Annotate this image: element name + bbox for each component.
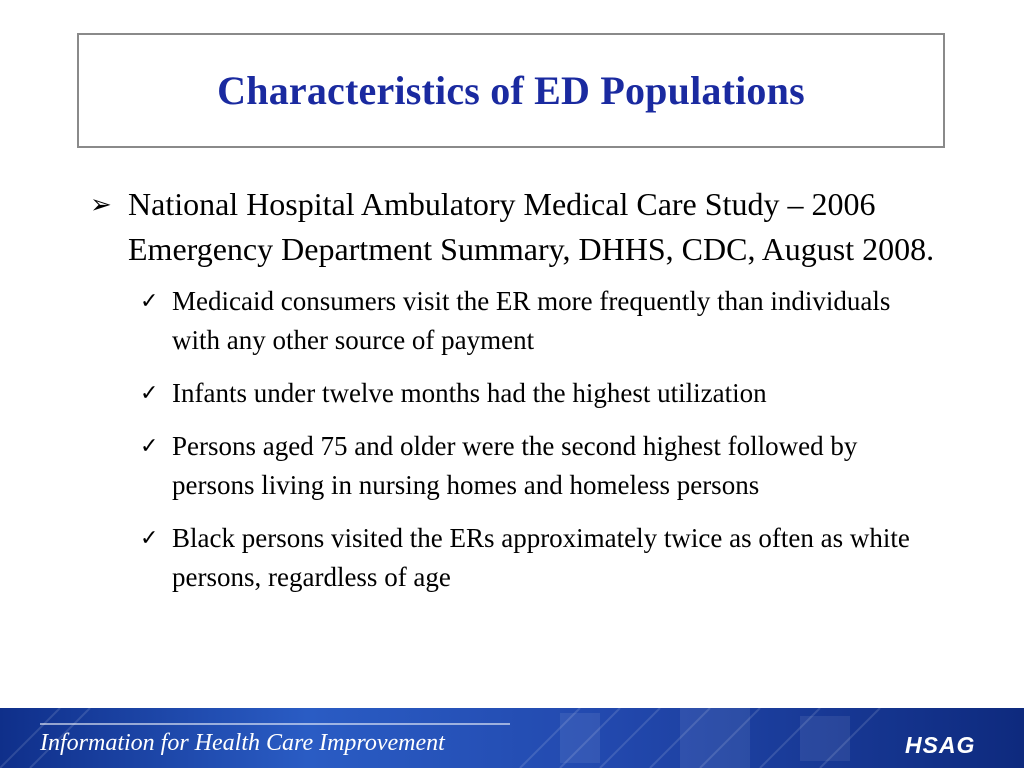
sub-bullet-text: Infants under twelve months had the highest utilization bbox=[172, 378, 767, 408]
title-box bbox=[77, 33, 945, 148]
arrow-bullet-icon: ➢ bbox=[90, 190, 112, 219]
sub-bullet-list bbox=[140, 282, 940, 597]
checkmark-icon: ✓ bbox=[140, 289, 159, 314]
slide-title: Characteristics of ED Populations bbox=[217, 68, 805, 113]
main-bullet-text: National Hospital Ambulatory Medical Care Study – 2006 Emergency Department Summary, DHHS, CDC, August 2008. bbox=[128, 186, 935, 267]
sub-bullet bbox=[140, 282, 940, 360]
slide-content bbox=[90, 182, 940, 611]
checkmark-icon: ✓ bbox=[140, 381, 159, 406]
sub-bullet-text: Medicaid consumers visit the ER more frequently than individuals with any other source of payment bbox=[172, 286, 891, 355]
checkmark-icon: ✓ bbox=[140, 526, 159, 551]
sub-bullet bbox=[140, 427, 940, 505]
sub-bullet-text: Persons aged 75 and older were the second highest followed by persons living in nursing homes and homeless persons bbox=[172, 431, 858, 500]
main-bullet bbox=[90, 182, 940, 272]
checkmark-icon: ✓ bbox=[140, 434, 159, 459]
footer-rule bbox=[40, 723, 510, 725]
sub-bullet bbox=[140, 519, 940, 597]
footer-band bbox=[0, 708, 1024, 768]
sub-bullet bbox=[140, 374, 940, 413]
hsag-logo: HSAG bbox=[905, 732, 976, 758]
footer-tagline: Information for Health Care Improvement bbox=[40, 730, 445, 756]
sub-bullet-text: Black persons visited the ERs approximately twice as often as white persons, regardless of age bbox=[172, 523, 910, 592]
